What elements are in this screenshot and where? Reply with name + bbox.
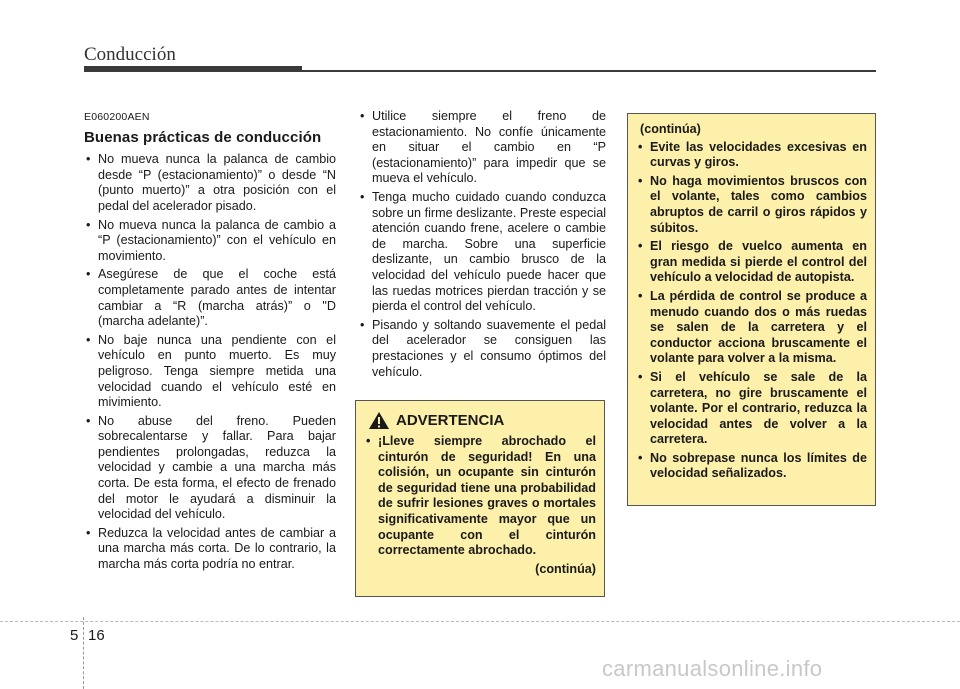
warning-box — [355, 400, 605, 597]
watermark: carmanualsonline.info — [602, 656, 823, 681]
list-item: • Utilice siempre el freno de estacionamiento. No confíe únicamente en situar el cambio en “P (estacionamiento)” para impedir que se mueva el vehículo. — [358, 109, 606, 187]
page-number: 16 — [88, 627, 105, 644]
list-item: • No sobrepase nunca los límites de velocidad señalizados. — [636, 451, 867, 482]
section-code: E060200AEN — [84, 111, 150, 123]
chapter-number: 5 — [70, 627, 79, 644]
warning-triangle-icon — [368, 411, 390, 430]
page-title: Conducción — [84, 44, 176, 65]
column-left — [84, 110, 336, 576]
header-rule-thick — [84, 66, 302, 72]
list-item: • Evite las velocidades excesivas en curvas y giros. — [636, 140, 867, 171]
list-item: • Si el vehículo se sale de la carretera, no gire bruscamente el volante. Por el contrario, reduzca la velocidad antes de volver a la carretera. — [636, 370, 867, 448]
column-middle — [358, 109, 606, 383]
list-item: • No abuse del freno. Pueden sobrecalentarse y fallar. Para bajar pendientes prolongadas, reduzca la velocidad y cambie a una marcha más corta. De esta forma, el efecto de frenado del motor le ayudará a disminuir la velocidad del vehículo. — [84, 414, 336, 523]
list-item: • No mueva nunca la palanca de cambio a “P (estacionamiento)” con el vehículo en movimiento. — [84, 218, 336, 265]
list-item: • El riesgo de vuelco aumenta en gran medida si pierde el control del vehículo a velocidad de autopista. — [636, 239, 867, 286]
header-rule-thin — [302, 70, 876, 72]
footer-divider — [83, 617, 84, 689]
list-item: • La pérdida de control se produce a menudo cuando dos o más ruedas se salen de la carretera y el conductor acciona bruscamente el volante para volver a la misma. — [636, 289, 867, 367]
section-heading: Buenas prácticas de conducción — [84, 128, 322, 146]
warning-header — [364, 411, 596, 430]
list-item: • No haga movimientos bruscos con el volante, tales como cambios abruptos de carril o giros rápidos y súbitos. — [636, 174, 867, 236]
list-item: • Pisando y soltando suavemente el pedal del acelerador se consiguen las prestaciones y el consumo óptimos del vehículo. — [358, 318, 606, 380]
continued-list — [636, 140, 867, 482]
list-item: • Reduzca la velocidad antes de cambiar a una marcha más corta. De lo contrario, la marcha más corta podría no entrar. — [84, 526, 336, 573]
list-item: • ¡Lleve siempre abrochado el cinturón de seguridad! En una colisión, un ocupante sin cinturón de seguridad tiene una probabilidad de sufrir lesiones graves o mortales significativamente mayor que un ocupante con el cinturón correctamente abrochado. — [364, 434, 596, 559]
list-item: • No mueva nunca la palanca de cambio desde “P (estacionamiento)” o desde “N (punto muerto)” a otra posición con el pedal del acelerador pisado. — [84, 152, 336, 214]
continues-label: (continúa) — [535, 561, 596, 576]
list-item: • No baje nunca una pendiente con el vehículo en punto muerto. Es muy peligroso. Tenga siempre metida una velocidad cuando el vehículo esté en mivimiento. — [84, 333, 336, 411]
warning-list — [364, 434, 596, 559]
continued-warning-box — [627, 113, 876, 506]
list-item: • Tenga mucho cuidado cuando conduzca sobre un firme deslizante. Preste especial atención cuando frene, acelere o cambie de marcha. Sobre una superficie deslizante, un cambio brusco de la velocidad del vehículo puede hacer que las ruedas motrices pierdan tracción y se pierda el control del vehículo. — [358, 190, 606, 315]
bullet-list-middle — [358, 109, 606, 380]
bullet-list-left — [84, 152, 336, 572]
warning-title: ADVERTENCIA — [396, 412, 505, 429]
continued-label: (continúa) — [640, 122, 701, 136]
footer-rule — [0, 621, 960, 622]
list-item: • Asegúrese de que el coche está completamente parado antes de intentar cambiar a “R (marcha atrás)” o "D (marcha adelante)”. — [84, 267, 336, 329]
